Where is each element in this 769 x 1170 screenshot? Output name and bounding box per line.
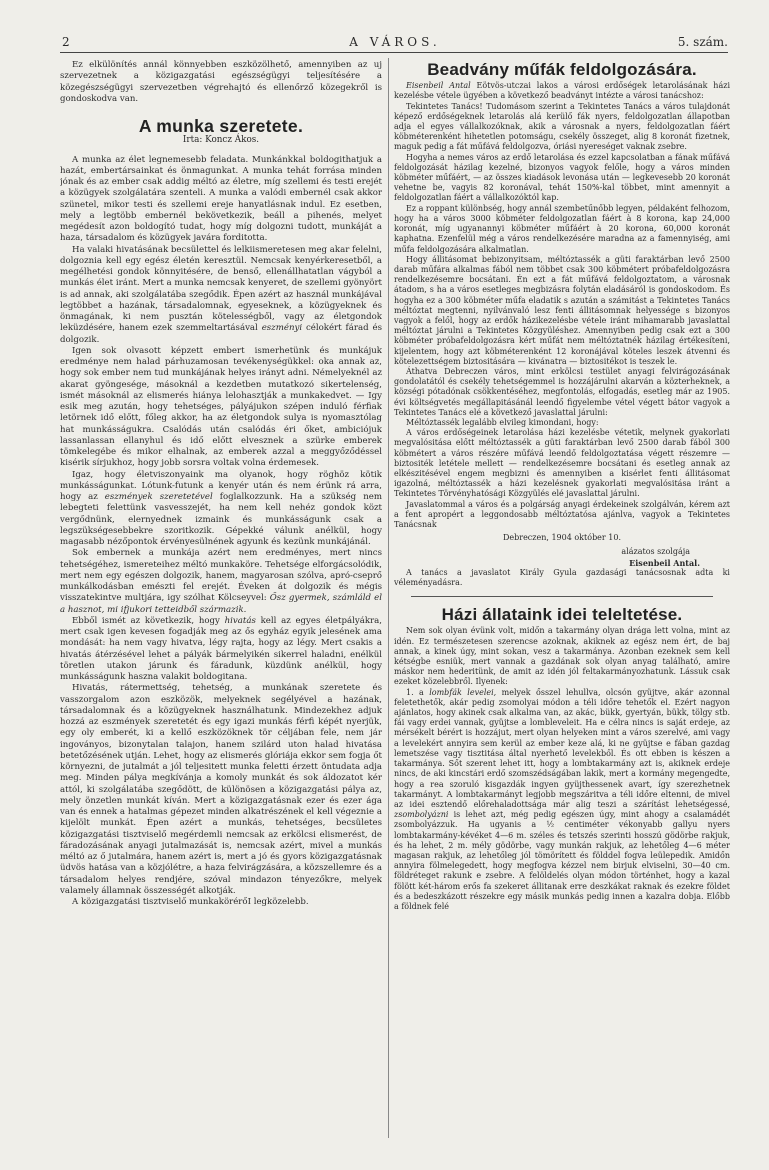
paragraph-continuation: A közigazgatási tisztviselő munkakörérőI legközelebb. bbox=[72, 897, 309, 907]
editorial-note: A tanács a javaslatot Király Gyula gazdasági tanácsosnak adta ki véleményadásra. bbox=[394, 567, 730, 587]
paragraph: A munka az élet legnemesebb feladata. Munkánkkal boldogithatjuk a hazát, embertársainkat és önmagunkat. A munka tehát forrása minden jónak és az ember csak addig méltó az életre, míg szellemi és testi erejét a közügyek szolgálatára szenteli. A munka a valódi embernél csak akkor szünetel, mikor testi és szellemi ereje hanyatlásnak indul. Ez esetben, mely a legtöbb embernél bekövetkezik, beáll a pihenés, melyet megédesít azon boldogító tudat, hogy míg dolgozni tudott, munkáját a haza, társadalom és közügyek javára forditotta. bbox=[60, 154, 382, 244]
letter-paragraph: Javaslatommal a város és a polgárság anyagi érdekeinek szolgálván, kérem azt a fent apropért a leggondosabb méltóztatósa ajánlva, vagyok a Tekintetes Tanácsnak bbox=[394, 499, 730, 529]
letter-paragraph: Tekintetes Tanács! Tudomásom szerint a Tekintetes Tanács a város tulajdonát képező erdőségeknek letarolás alá kerülő fák nyers, feldolgozatlan állapotban adja el egyes vállalkozóknak, akik a városnak a nyers, feldolgozatlan fáért köbméterenként hihetetlen potomságu, csekély összeget, alig 8 koronát fizetnek, maguk pedig a fát műfává feldolgozva, óriási nyereséget vaknak zsebre. bbox=[394, 101, 730, 152]
masthead-title: A VÁROS. bbox=[349, 35, 441, 49]
section-rule bbox=[411, 596, 713, 597]
page-header bbox=[60, 33, 730, 53]
paragraph: Nem sok olyan évünk volt, midőn a takarmány olyan drága lett volna, mint az idén. Ez természetesen szerencse azoknak, akiknek az egész nem ért, de baj annak, a kinek úgy, mint sokan, vesz a takarmánya. Azonban ezeknek sem kell kétségbe esniük, mert vannak a gazdának sok olyan anyag található, amire máskor nem hederitünk, de amit az idén jól feltakarmányozhatunk. Lássuk csak ezeket közelebbről. Ilyenek: bbox=[394, 626, 730, 687]
paragraph: Ebből ismét az következik, hogy hivatás kell az egyes életpályákra, mert csak igen kevesen fogadják meg az ős egyház egyik jelesének ama mondását: ha nem vagy hivatva, légy rajta, hogy az légy. Mert csakis a hivatás átérzésével lehet a pályák bármelyikén sikerrel haladni, enélkül töretlen utakon járunk és fáradunk, küzdünk anélkül, hogy munkásságunk hasznа valakit boldogitana. bbox=[60, 615, 382, 682]
left-column bbox=[60, 60, 382, 1140]
letter-paragraph: Méltóztassék legalább elvileg kimondani, hogy: bbox=[406, 417, 599, 427]
paragraph: 1. a lombfák levelei, melyek ősszel lehullva, olcsón gyüjtve, akár azonnal feletethetők, akár pedig zsomolyai módon a téli időre tehetők el. Ezért nagyon ajánlatos, hogy akinek csak alkalma van, az akác, bükk, gyertyán, bükk, tölgy stb. fái vagy erdei vannak, gyüjtse a lombleveleit. Ha e célra nincs is saját erdeje, az mérsékelt bérért is hozzájut, mert olyan helyeken mint a város szerelvé, ami vagy a levelekért annyira sem kerül az ember keze alá, ki ne gyüjtse e fában gazdag lemetszése vagy tisztitása által nyerhető levelekből. És ott ebben is készen a takarmánya. Sőt szerent lehet itt, hogy a lombtakarmány azt is, akiknek erdeje nincs, de aki kincstári erdő szomszédságában lakik, mert a kormány megengedte, hogy a rea szoruló kisgazdák ingyen gyüjthessenek avart, így szerezhetnek takarmányt. A lombtakarmányt legjobb megszáritva a téli időre eltenni, de mivel az idei esztendő előrehaladottsága már alig teszi a szárítást lehetségessé, zsombolyázni is lehet azt, még pedig egészen úgy, mint ahogy a csalamádét zsombolyázzuk. Ha ugyanis a ½ centiméter vékonyabb gallyu nyers lombtakarmány-kévéket 4—6 m. széles és tetszés szerinti hosszú gödörbe rakjuk, és ha lehet, 2 m. mély gödörbe, vagy munkán rakjuk, az lehetőleg 4—6 méter magasan rakjuk, az lehetőleg jól tömörített és földdel fogva leülepedik. Amidőn annyira fölmelegedett, hogy megfogva kézzel nem birjuk elviselni, 30—40 cm. földréteget rakunk e zsebre. A felöldelés olyan módon történhet, hogy a kazal fölött két-három erős fa szekeret állitanak erre deszkákat raknak és ezekre földet és a bedeszkázott részekre egy másik munkás pedig innen a kazalra dobja. Előbb a földnek felé bbox=[394, 687, 730, 911]
article-heading-allatok: Házi állataink idei teleltetése. bbox=[441, 605, 683, 625]
intro-paragraph: Ez elkülönítés annál könnyebben eszközölhető, amennyiben az uj szervezetnek a közigazgatási egészségügyi teljesítésére a közegészségügyi szervezetben végrehajtó és ellenőrző közegekről is gondoskodva van. bbox=[60, 60, 382, 104]
right-column bbox=[394, 60, 730, 1140]
letter-intro: Eisenbeil Antal Eötvös-utczai lakos a városi erdőségek letarolásának házi kezelésbe vétele ügyében a következő beadványt intézte a városi tanácshoz: bbox=[394, 81, 730, 101]
article-heading-munka: A munka szeretete. bbox=[138, 116, 304, 136]
paragraph: Sok embernek a munkája azért nem eredményes, mert nincs tehetségéhez, ismereteihez méltó munkaköre. Tehetsége elforgácsolódik, mert nem egy egészen dolgozik, hanem, magyarosan szólva, apró-cseprő munkálkodásban emészti fel erejét. Éveken át dolgozik és mégis visszatekintve multjára, igy szólhat Kölcseyvel: Ősz gyermek, számláld el a hasznot, mi ifjukori tetteidből származik. bbox=[60, 548, 382, 615]
letter-paragraph: A város erdőségeinek letarolása házi kezelésbe vétetik, melynek gyakorlati megvalósitása előtt méltóztassék a güti faraktárban levő 2500 darab fából 300 köbmétert a város részére műfává leendő feldolgoztatása végett részemre — biztositék letétele mellett — rendelkezésemre bocsátani és esetleg annak az elkészitésével engem megbizni és amennyiben a kisérlet fenti állitásomat igazolná, méltóztassék a házi kezelésnek gyakorlati megvalósitása iránt a Tekintetes Törvényhatósági Közgyülés elé javaslattal járulni. bbox=[394, 428, 730, 499]
paragraph: Igen sok olvasott képzett embert ismerhetünk és munkájuk eredménye nem halad párhuzamosan tevékenységükkel: oka annak az, hogy sok ember nem tud munkájának helyes irányt adni. Némelyeknél az akarat gyöngesége, másoknál a kezdetben mutatkozó sikertelenség, ismét másoknál az elismerés hiánya lelohasztják a munkakedvet. — Igy esik meg azután, hogy tehetséges, pályájukon szépen induló férfiak letörnek idő előtt, főleg akkor, ha az életgondok sulya is nyomasztólag hat munkásságukra. Csalódás után csalódás éri őket, ambiciójuk lassanlassan ellanyhul és idő előtt elvesznek a szürke emberek tömkelegébe és mikor elhalnak, az emberek azzal a meggyőződéssel kisérik sírjukhoz, hogy jobb sorsra voltak volna érdemesek. bbox=[60, 345, 382, 469]
letter-closing: alázatos szolgája bbox=[621, 547, 690, 557]
article-heading-beadvany: Beadvány műfák feldolgozására. bbox=[427, 60, 697, 79]
letter-paragraph: Ez a roppant különbség, hogy annál szembetűnőbb legyen, példaként felhozom, hogy ha a város 3000 köbméter feldolgozatlan fáért à 8 korona, kap 24,000 koronát, míg ugyanannyi köbméter műfáért à 20 korona, 60,000 koronát kaphatna. Ezenfelül még a város rendelkezésére maradna az a famennyiség, ami műfa feldolgozására alkalmatlan. bbox=[394, 203, 730, 254]
animals-article-body bbox=[394, 626, 730, 912]
letter-body bbox=[394, 102, 730, 589]
letter-signature: Eisenbeil Antal. bbox=[629, 557, 700, 568]
column-divider bbox=[388, 58, 389, 1138]
page-number: 2 bbox=[62, 35, 70, 49]
letter-paragraph: Áthatva Debreczen város, mint erkölcsi testület anyagi felvirágozásának gondolatától és csekély tehetségemmel is hozzájárulni akarván a közterheknek, a községi pótadónak csökkentéséhez, megfontolás, elfogadás, esetleg már az 1905. évi költségvetés megállapitásánál leendő figyelembe vétel végett bátor vagyok a Tekintetes Tanács elé a következő javaslattal járulni: bbox=[394, 366, 730, 417]
letter-paragraph: Hogy állitásomat bebizonyitsam, méltóztassék a güti faraktárban levő 2500 darab műfára alkalmas fából nem többet csak 300 köbmétert próbafeldolgozásra rendelkezésemre bocsátani. Én ezt a fát műfává feldolgoztatom, a városnak átadom, s ha a város esetleges megbizásra folytán eladásáról is gondoskodom. És hogyha ez a 300 köbméter műfa eladatik s azután a számitást a Tekintetes Tanács méltóztat megtenni, nyilvánvaló lesz fenti állitásomnak helyessége s bizonyos vagyok a felől, hogy az erdők házikezelésbe vétele iránt mihamarabb javaslattal méltóztat járulni a Tekintetes Közgyüléshez. Amennyiben pedig csak ezt a 300 köbméter próbafeldolgozásra kért műfát nem méltóztatnék házilag értékesíteni, kijelentem, hogy azt köbméterenként 12 koronájával köteles leszek átvenni és kötelezettségem biztositására — kivánatra — biztositékot is teszek le. bbox=[394, 254, 730, 366]
article-byline: Irta: Koncz Ákos. bbox=[182, 135, 260, 146]
paragraph: Ha valaki hivatásának becsülettel és lelkiismeretesen meg akar felelni, dolgoznia kell egy egész életén keresztül. Nemcsak kenyérkeresetből, a megélhetési gondok könnyitésére, de benső, ellenállhatatlan vágyból a munkás élet iránt. Mert a munka nemcsak kenyeret, de szellemi gyönyört is ad annak, aki szolgálatába szegődik. Épen azért az használ munkájával legtöbbet a hazának, társadalomnak, egyeseknek, a közügyeknek és önmagának, ki nem pusztán kötelességből, vagy az életgondok leküzdésére, hanem ezek szemmeltartásával eszményi célokért fárad és dolgozik. bbox=[60, 244, 382, 345]
letter-date: Debreczen, 1904 október 10. bbox=[502, 533, 622, 543]
letter-paragraph: Hogyha a nemes város az erdő letarolása és ezzel kapcsolatban a fának műfává feldolgozását házilag kezelné, bizonyos vagyok felőle, hogy a város minden köbméter műfáért, — az összes kiadások levonása után — legkevesebb 20 koronát vehetne be, vagyis 82 koronával, tehát 150%-kal többet, mint amennyit a feldolgozatlan fáért a vállalkozóktól kap. bbox=[394, 152, 730, 203]
header-rule bbox=[60, 52, 728, 53]
paragraph: Hivatás, rátermettség, tehetség, a munkának szeretete és vasszorgalom azon eszközök, melyeknek segélyével a hazának, társadalomnak és a közügyeknek használhatunk. Mindezekhez adjuk hozzá az eszmények szeretetét és egy igazi munkás férfi képét nyerjük, egy oly emberét, ki a kellő eszközöknek tör céljában fele, nem jár ingoványos, bizonytalan talajon, hanem szilárd uton halad hivatása betetőzésének utján. Lehet, hogy az elismerés glóriája ekkor sem fogja őt környezni, de jutalmát a jól teljesitett munka feletti érzett öntudata adja meg. Minden pálya megkívánja a komoly munkát és sok áldozatot kér attól, ki szolgálatába szegődött, de különösen a közigazgatási pálya az, mely önzetlen munkát kíván. Mert a közigazgatásnak ezer és ezer ága van és ennek a hatalmas gépezet minden alkatrészének el kell végeznie a kijelölt munkát. Épen azért a munkás, tehetséges, becsületes közigazgatási tisztviselő megérdemli nemcsak az erkölcsi elismerést, de fáradozásának anyagi jutalmazását is, nemcsak azért, mivel a munkás méltó az ő jutalmára, hanem azért is, mert a jó és gyors közigazgatásnak üdvös hatása van a közjólétre, a haza felvirágzására, a közszellemre és a társadalom helyes rendjére, szóval mindazon tényezőkre, melyek valamely államnak összességét alkotják. bbox=[60, 683, 382, 896]
issue-number: 5. szám. bbox=[677, 35, 728, 49]
paragraph: Igaz, hogy életviszonyaink ma olyanok, hogy röghöz kötik munkásságunkat. Lótunk-futunk a kenyér után és nem érünk rá arra, hogy az eszmények szeretetével foglalkozzunk. Ha a szükség nem lebegteti felettünk vasvesszejét, ha nem kell nehéz gondok közt vergődnünk, elernyednek izmaink és munkásságunk csak a legszükségesebbekre szoritkozik. Gépekké válunk anélkül, hogy magasabb nézőpontok érvényesülnének agyunk és kezünk munkájánál. bbox=[60, 469, 382, 547]
